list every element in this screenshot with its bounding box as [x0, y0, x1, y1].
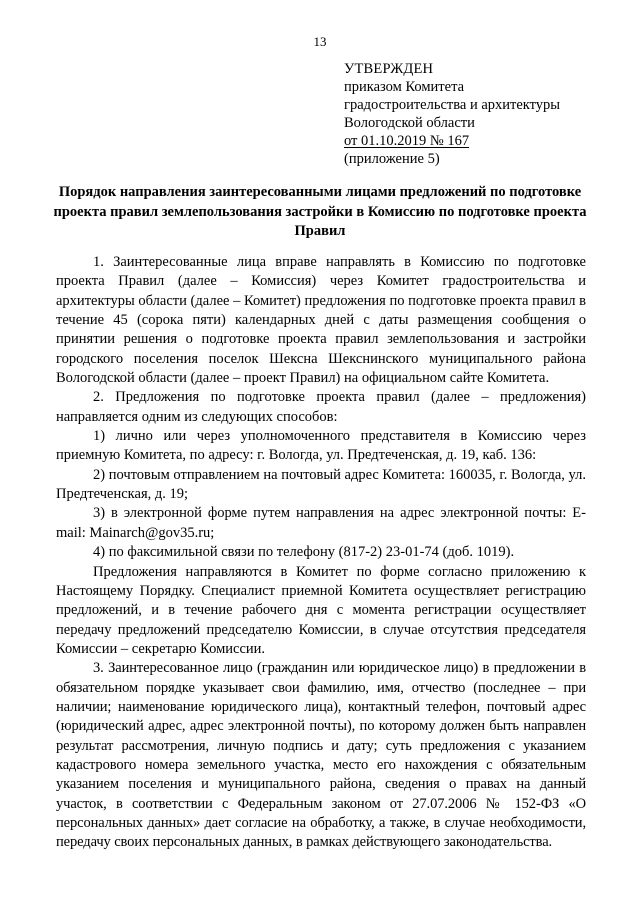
paragraph-2-note: Предложения направляются в Комитет по форме согласно приложению к Настоящему Порядку. Специалист приемной Комитета осуществляет регистрацию предложений, и в течение рабочего дня с момента регистрации осуществляет передачу предложений председателю Комиссии, в случае отсутствия председателя Комиссии – секретарю Комиссии.: [56, 563, 586, 657]
paragraph-2-item-2: 2) почтовым отправлением на почтовый адрес Комитета: 160035, г. Вологда, ул. Предтеченская, д. 19;: [56, 466, 586, 503]
document-title: Порядок направления заинтересованными лицами предложений по подготовке проекта правил землепользования застройки в Комиссию по подготовке проекта Правил: [53, 184, 587, 239]
paragraph-2: 2. Предложения по подготовке проекта правил (далее – предложения) направляется одним из следующих способов:: [56, 389, 586, 425]
approval-heading: УТВЕРЖДЕН: [344, 61, 434, 77]
document-body: [56, 253, 586, 853]
paragraph-2-item-4: 4) по факсимильной связи по телефону (817-2) 23-01-74 (доб. 1019).: [93, 544, 515, 561]
paragraph-2-item-3: 3) в электронной форме путем направления на адрес электронной почты: E-mail: Mainarch@gov35.ru;: [56, 505, 586, 541]
approval-line-committee: градостроительства и архитектуры: [344, 97, 561, 113]
page-number: 13: [313, 34, 327, 49]
approval-line-order: приказом Комитета: [344, 79, 465, 95]
approval-line-date-number: от 01.10.2019 № 167: [344, 133, 470, 149]
paragraph-2-item-1: 1) лично или через уполномоченного представителя в Комиссию через приемную Комитета, по адресу: г. Вологда, ул. Предтеченская, д. 19, каб. 136:: [56, 428, 586, 464]
approval-block: [344, 60, 624, 168]
paragraph-1: 1. Заинтересованные лица вправе направлять в Комиссию по подготовке проекта Правил (далее – Комиссия) через Комитет градостроительства и архитектуры области (далее – Комитет) предложения по подготовке проекта правил в течение 45 (сорока пяти) календарных дней с даты размещения сообщения о принятии решения о подготовке проекта правил землепользования и застройки городского поселения поселок Шексна Шекснинского муниципального района Вологодской области (далее – проект Правил) на официальном сайте Комитета.: [56, 254, 586, 387]
approval-line-appendix: (приложение 5): [344, 151, 440, 167]
approval-line-region: Вологодской области: [344, 115, 475, 131]
paragraph-3: 3. Заинтересованное лицо (гражданин или юридическое лицо) в предложении в обязательном порядке указывает свои фамилию, имя, отчество (последнее – при наличии; наименование юридического лица), контактный телефон, почтовый адрес (юридический адрес, адрес электронной почты), по которому должен быть направлен результат рассмотрения, личную подпись и дату; суть предложения с указанием кадастрового номера земельного участка, место его нахождения с обязательным указанием поселения и муниципального района, сведения о правах на данный участок, в соответствии с Федеральным законом от 27.07.2006 № 152-ФЗ «О персональных данных» дает согласие на обработку, а также, в случае необходимости, передачу своих персональных данных, в рамках действующего законодательства.: [56, 660, 586, 851]
